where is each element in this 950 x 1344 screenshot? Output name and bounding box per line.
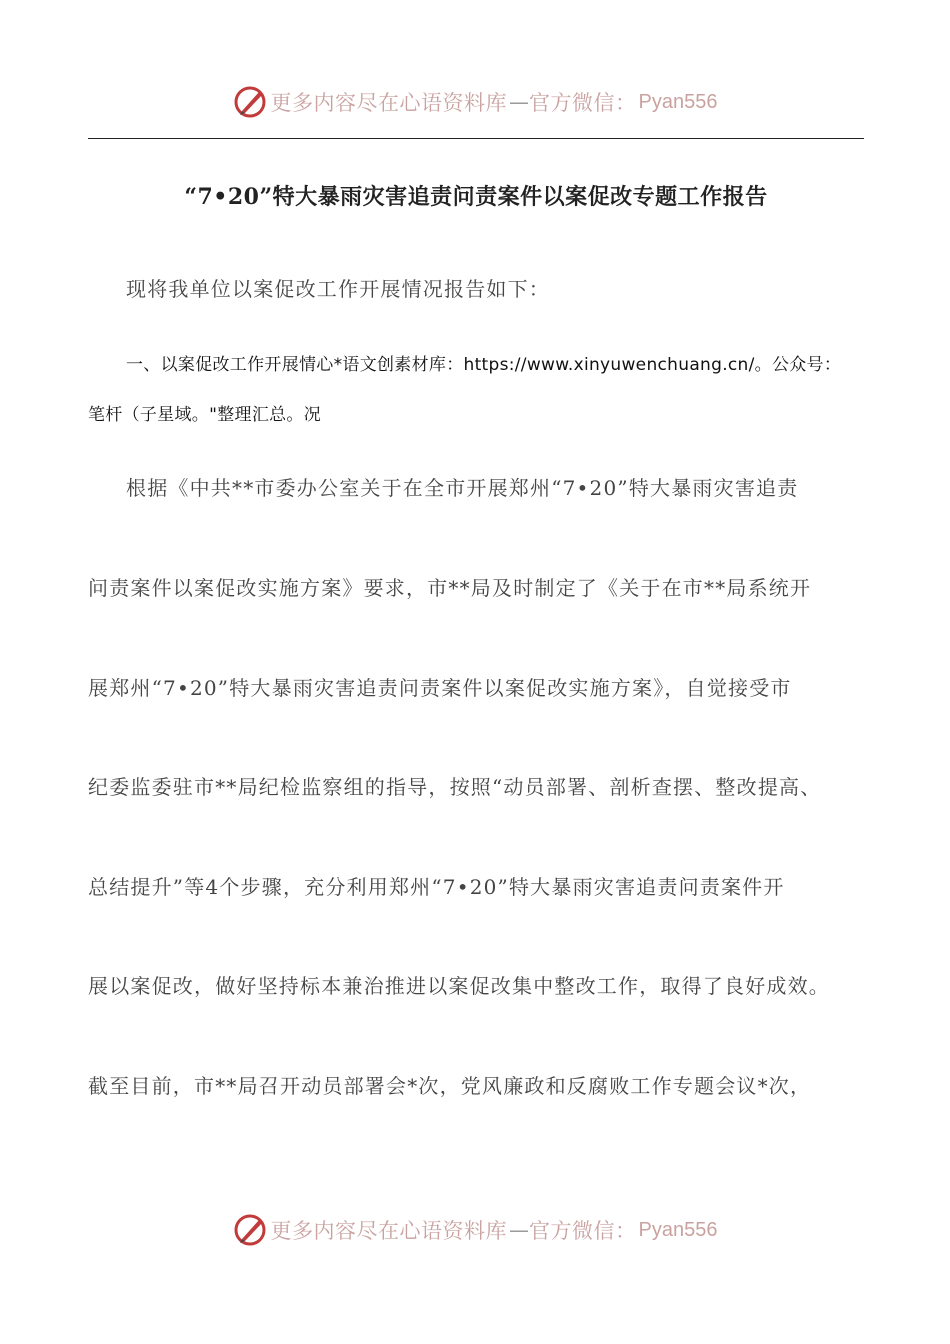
body-line: 展以案促改，做好坚持标本兼治推进以案促改集中整改工作，取得了良好成效。	[88, 974, 830, 998]
body-line: 总结提升”等4个步骤，充分利用郑州“7•20”特大暴雨灾害追责问责案件开	[88, 875, 785, 899]
header-banner	[0, 82, 950, 122]
banner-separator: —	[509, 1218, 530, 1242]
banner-account-label: 官方微信：	[529, 91, 637, 115]
body-line: 展郑州“7•20”特大暴雨灾害追责问责案件以案促改实施方案》，自觉接受市	[88, 676, 792, 700]
header-divider	[88, 138, 864, 139]
footer-banner	[0, 1210, 950, 1250]
section-heading-line-2: 笔杆（子星域。"整理汇总。况	[88, 405, 322, 425]
body-line: 截至目前，市**局召开动员部署会*次，党风廉政和反腐败工作专题会议*次，	[88, 1074, 812, 1098]
banner-separator: —	[509, 90, 530, 114]
banner-wechat-id: Pyan556	[638, 1218, 718, 1241]
section-heading-line-1: 一、以案促改工作开展情心*语文创素材库：https://www.xinyuwenchuang.cn/。公众号：	[126, 355, 842, 375]
intro-paragraph: 现将我单位以案促改工作开展情况报告如下：	[126, 277, 550, 301]
body-line: 纪委监委驻市**局纪检监察组的指导，按照“动员部署、剖析查摆、整改提高、	[88, 775, 822, 799]
banner-wechat-id: Pyan556	[638, 90, 718, 113]
document-title: “7•20”特大暴雨灾害追责问责案件以案促改专题工作报告	[184, 184, 768, 210]
pen-logo-icon	[233, 84, 269, 120]
banner-text: 更多内容尽在心语资料库	[270, 1219, 508, 1243]
body-line: 根据《中共**市委办公室关于在全市开展郑州“7•20”特大暴雨灾害追责	[126, 476, 799, 500]
banner-account-label: 官方微信：	[529, 1219, 637, 1243]
banner-text: 更多内容尽在心语资料库	[270, 91, 508, 115]
pen-logo-icon	[233, 1212, 269, 1248]
body-line: 问责案件以案促改实施方案》要求，市**局及时制定了《关于在市**局系统开	[88, 576, 812, 600]
